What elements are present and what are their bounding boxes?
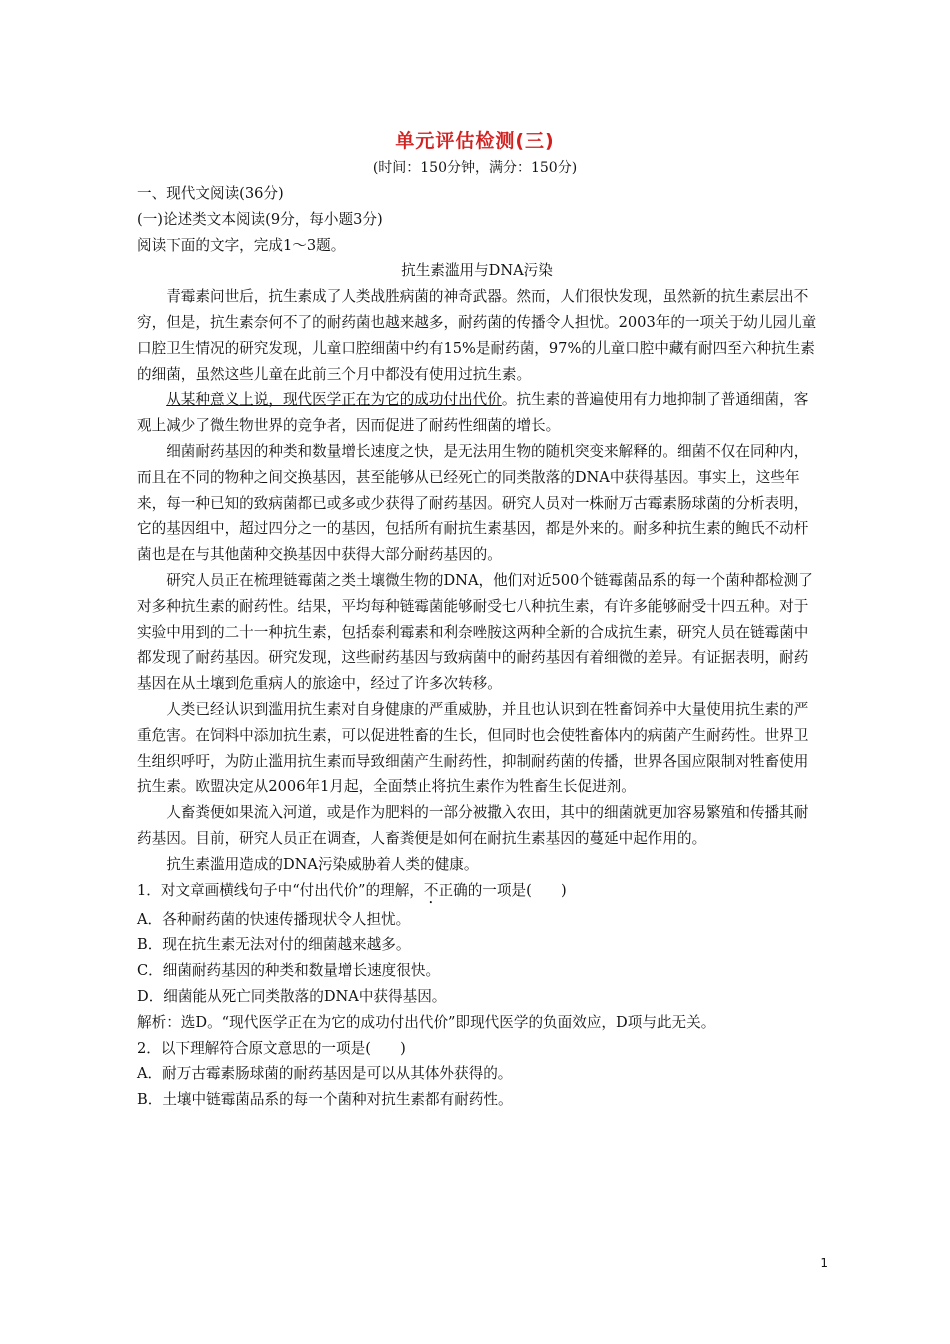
page-title: 单元评估检测(三) [395,130,555,152]
article-paragraph-3: 细菌耐药基因的种类和数量增长速度之快，是无法用生物的随机突变来解释的。细菌不仅在同种内，而且在不同的物种之间交换基因，甚至能够从已经死亡的同类散落的DNA中获得基因。事实上，这些年来，每一种已知的致病菌都已或多或少获得了耐药基因。研究人员对一株耐万古霉素肠球菌的分析表明，它的基因组中，超过四分之一的基因，包括所有耐抗生素基因，都是外来的。耐多种抗生素的鲍氏不动杆菌也是在与其他菌种交换基因中获得大部分耐药基因的。 [137,442,809,564]
question-1-stem [137,878,817,907]
q1-option-d: D．细菌能从死亡同类散落的DNA中获得基因。 [137,987,447,1005]
q1-stem-part: 1．对文章画横线句子中“付出代价”的理解， [137,881,424,899]
paragraph-2-rest: 。抗生素的普遍使用有力地抑制了普通细菌，客观上减少了微生物世界的竞争者，因而促进了耐药性细菌的增长。 [137,391,809,435]
emphasized-char: 不 [423,881,439,899]
page-number: 1 [820,1256,828,1270]
article-title: 抗生素滥用与DNA污染 [401,262,553,280]
subsection-heading: (一)论述类文本阅读(9分，每小题3分) [137,210,383,228]
q1-option-c: C．细菌耐药基因的种类和数量增长速度很快。 [137,962,441,980]
article-paragraph-7: 抗生素滥用造成的DNA污染威胁着人类的健康。 [166,855,479,873]
q1-stem-end: 正确的一项是( ) [438,881,567,899]
underlined-sentence: 从某种意义上说，现代医学正在为它的成功付出代价 [166,391,502,409]
article-paragraph-5: 人类已经认识到滥用抗生素对自身健康的严重威胁，并且也认识到在牲畜饲养中大量使用抗生素的严重危害。在饲料中添加抗生素，可以促进牲畜的生长，但同时也会使牲畜体内的病菌产生耐药性。世界卫生组织呼吁，为防止滥用抗生素而导致细菌产生耐药性，抑制耐药菌的传播，世界各国应限制对牲畜使用抗生素。欧盟决定从2006年1月起，全面禁止将抗生素作为牲畜生长促进剂。 [137,700,809,796]
article-paragraph-4: 研究人员正在梳理链霉菌之类土壤微生物的DNA，他们对近500个链霉菌品系的每一个菌种都检测了对多种抗生素的耐药性。结果，平均每种链霉菌能够耐受七八种抗生素，有许多能够耐受十四五种。对于实验中用到的二十一种抗生素，包括泰利霉素和利奈唑胺这两种全新的合成抗生素，研究人员在链霉菌中都发现了耐药基因。研究发现，这些耐药基因与致病菌中的耐药基因有着细微的差异。有证据表明，耐药基因在从土壤到危重病人的旅途中，经过了许多次转移。 [137,571,813,693]
article-paragraph-6: 人畜粪便如果流入河道，或是作为肥料的一部分被撒入农田，其中的细菌就更加容易繁殖和传播其耐药基因。目前，研究人员正在调查，人畜粪便是如何在耐抗生素基因的蔓延中起作用的。 [137,804,809,847]
article-paragraph-2 [137,387,817,439]
q2-option-b: B．土壤中链霉菌品系的每一个菌种对抗生素都有耐药性。 [137,1091,513,1109]
question-2-stem: 2．以下理解符合原文意思的一项是( ) [137,1039,406,1057]
section-heading: 一、现代文阅读(36分) [137,185,284,202]
article-paragraph-1: 青霉素问世后，抗生素成了人类战胜病菌的神奇武器。然而，人们很快发现，虽然新的抗生素层出不穷，但是，抗生素奈何不了的耐药菌也越来越多，耐药菌的传播令人担忧。2003年的一项关于幼儿园儿童口腔卫生情况的研究发现，儿童口腔细菌中约有15%是耐药菌，97%的儿童口腔中藏有耐四至六种抗生素的细菌，虽然这些儿童在此前三个月中都没有使用过抗生素。 [137,288,817,383]
document-body [137,181,817,1113]
q1-option-a: A．各种耐药菌的快速传播现状令人担忧。 [137,910,411,928]
q1-option-b: B．现在抗生素无法对付的细菌越来越多。 [137,936,411,954]
instruction-text: 阅读下面的文字，完成1～3题。 [137,236,346,254]
exam-info: (时间：150分钟，满分：150分) [372,160,578,176]
q1-analysis: 解析：选D。“现代医学正在为它的成功付出代价”即现代医学的负面效应，D项与此无关。 [137,1013,716,1031]
q2-option-a: A．耐万古霉素肠球菌的耐药基因是可以从其体外获得的。 [137,1065,513,1083]
